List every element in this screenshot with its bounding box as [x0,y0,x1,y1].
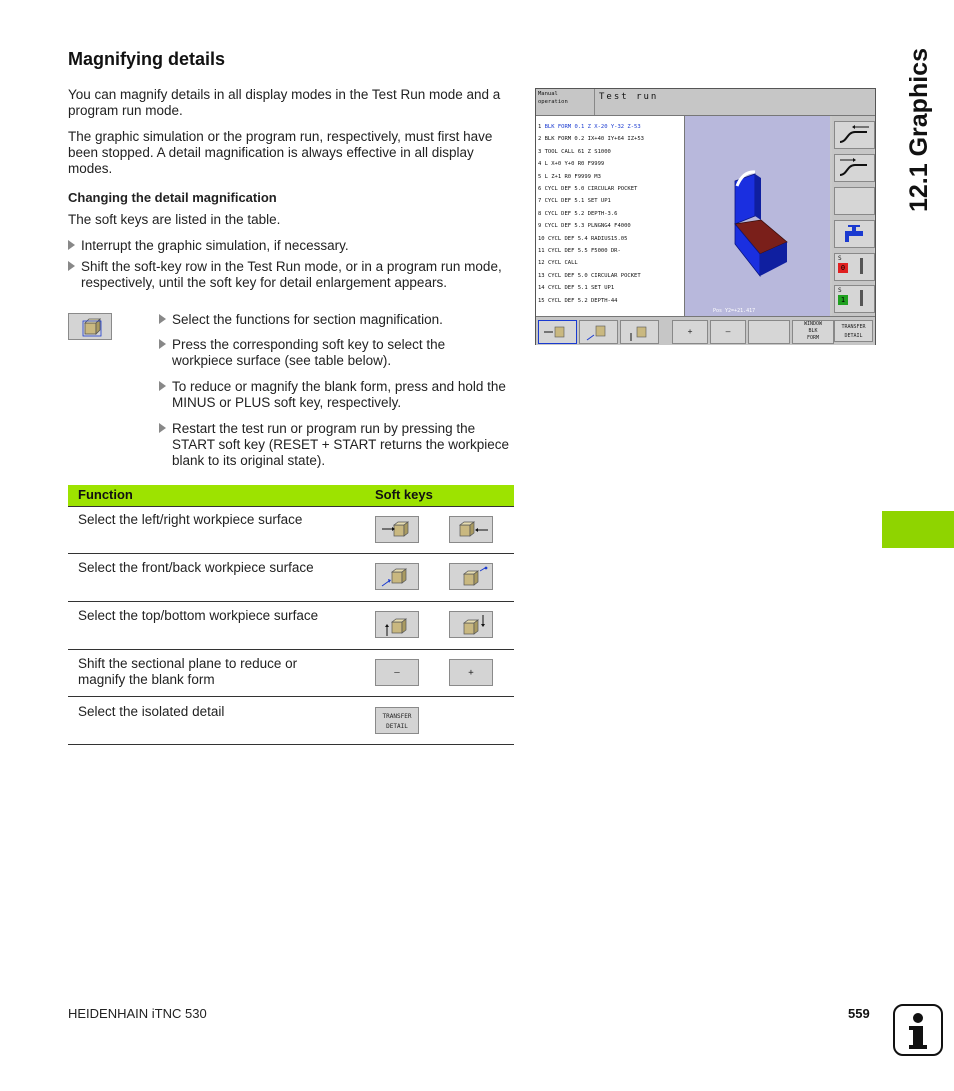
program-line[interactable] [538,295,644,307]
softkey-back-surface[interactable] [449,563,493,590]
program-line-number: 1 [538,124,545,130]
chapter-title-text: 12.1 Graphics [905,48,933,212]
softkey-bottom-surface[interactable] [449,611,493,638]
control-screenshot [535,88,876,345]
minus-label: – [394,668,400,678]
left-surface-icon [376,517,420,544]
program-line[interactable] [538,146,644,158]
program-line-number: 5 [538,173,545,180]
program-line[interactable] [538,282,644,294]
section-magnification-softkey[interactable] [68,313,112,340]
program-line-text: 0.1 Z X-20 Y-32 Z-53 [574,124,641,130]
bullet-arrow-icon [159,339,166,349]
program-line-number: 10 [538,235,548,242]
spindle-off-indicator: 0 [838,263,848,273]
row-function-top-bottom: Select the top/bottom workpiece surface [78,608,319,623]
vsoftkey-3[interactable] [834,187,875,215]
row-divider [68,649,514,650]
program-line-number: 7 [538,198,545,205]
bullet-arrow-icon [159,423,166,433]
program-line[interactable] [538,270,644,282]
mode-box [536,89,595,115]
program-line[interactable] [538,257,644,269]
row-divider [68,553,514,554]
step-restart: Restart the test run or program run by pressing the START soft key (RESET + START returns the workpiece blank to its original state). [159,421,509,469]
transfer-label-2: DETAIL [386,723,408,730]
chapter-tab-marker [882,511,954,548]
screen-softkey-front-surface[interactable] [579,320,618,344]
intro-paragraph-1: You can magnify details in all display modes in the Test Run mode and a program run mode. [68,87,501,118]
spindle-s-label: S [838,255,842,262]
row-divider [68,601,514,602]
screen-softkey-plus[interactable]: + [672,320,708,344]
plus-label: + [468,668,474,678]
program-line-text: CYCL DEF 5.2 DEPTH-3.6 [544,210,618,217]
softkey-left-surface[interactable] [375,516,419,543]
vsoftkey-1[interactable] [834,121,875,149]
program-line-text: CYCL DEF 5.1 SET UP1 [544,198,611,205]
subheading: Changing the detail magnification [68,190,277,205]
mode-line-2: operation [538,99,568,105]
screen-softkey-window-blk-form[interactable] [792,320,834,344]
coolant-tap-icon [835,221,874,247]
program-line[interactable] [538,195,644,207]
cube-detail-icon [69,314,113,341]
workpiece-graphic [685,116,830,316]
row-function-left-right: Select the left/right workpiece surface [78,512,303,527]
program-line-number: 15 [538,297,548,304]
transfer-label-1: TRANSFER [841,324,866,330]
screen-softkey-minus[interactable]: – [710,320,746,344]
program-line-number: 13 [538,272,548,279]
window-label-2: BLK [808,328,818,334]
program-line[interactable] [538,245,644,257]
spindle-icon [860,290,863,306]
bullet-arrow-icon [159,381,166,391]
screen-header [536,89,875,116]
program-line-number: 12 [538,260,548,267]
bullet-arrow-icon [68,240,75,250]
path-arrow-left-icon [835,122,874,148]
row-function-isolated-detail: Select the isolated detail [78,704,225,719]
page-number: 559 [848,1006,870,1021]
vsoftkey-2[interactable] [834,154,875,182]
info-icon [893,1004,943,1056]
vsoftkey-4[interactable] [834,220,875,248]
step-press-softkey: Press the corresponding soft key to select the workpiece surface (see table below). [159,337,509,369]
softkey-right-surface[interactable] [449,516,493,543]
row-function-front-back: Select the front/back workpiece surface [78,560,314,575]
position-status: Pos Y2=+21.417 [713,308,756,314]
path-arrow-right-icon [835,155,874,181]
softkey-minus[interactable] [375,659,419,686]
program-line-text: L Z+1 R0 F9999 M3 [544,173,601,180]
program-line-text: CYCL DEF 5.5 F5000 DR- [547,248,621,255]
program-line-number: 2 [538,136,545,143]
program-line[interactable] [538,183,644,195]
program-line-text: CYCL DEF 5.2 DEPTH-44 [547,297,618,304]
softkey-front-surface[interactable] [375,563,419,590]
vertical-softkeys [832,116,875,316]
program-line-highlight: BLK FORM [544,124,575,130]
bullet-arrow-icon [159,314,166,324]
top-surface-icon [621,321,658,343]
program-line[interactable] [538,220,644,232]
bottom-surface-icon [450,612,494,639]
back-surface-icon [450,564,494,591]
program-line[interactable] [538,171,644,183]
window-label-3: FORM [806,335,820,341]
chapter-side-title [880,40,950,220]
program-line[interactable] [538,121,644,133]
col-softkeys: Soft keys [375,487,433,502]
screen-softkey-top-surface[interactable] [620,320,659,344]
screen-softkey-left-surface[interactable] [538,320,577,344]
front-surface-icon [376,564,420,591]
col-function: Function [78,487,133,502]
table-note: The soft keys are listed in the table. [68,212,281,227]
program-line-text: CYCL DEF 5.0 CIRCULAR POCKET [547,272,641,279]
program-line-text: CYCL CALL [547,260,578,267]
program-line-number: 14 [538,285,548,292]
step-reduce-magnify: To reduce or magnify the blank form, press and hold the MINUS or PLUS soft key, respectively. [159,379,509,411]
footer-product: HEIDENHAIN iTNC 530 [68,1006,207,1021]
step-shift-softkey-row: Shift the soft-key row in the Test Run mode, or in a program run mode, respectively, until the soft key for detail enlargement appears. [68,259,508,291]
screen-softkey-empty[interactable] [748,320,790,344]
transfer-label-2: DETAIL [844,333,863,339]
program-line[interactable] [538,158,644,170]
top-surface-icon [376,612,420,639]
row-function-shift-plane: Shift the sectional plane to reduce or magnify the blank form [78,656,298,687]
section-heading: Magnifying details [68,49,226,69]
program-list [536,116,685,316]
program-line-text: BLK FORM 0.2 IX+40 IY+64 IZ+53 [544,136,644,143]
bottom-softkeys [536,316,875,345]
window-label-1: WINDOW [803,321,823,327]
mode-line-1: Manual [538,91,558,97]
row-divider [68,696,514,697]
program-line-text: CYCL DEF 5.1 SET UP1 [547,285,615,292]
intro-paragraph-2: The graphic simulation or the program run, respectively, must first have been stopped. A detail magnification is always effective in all display modes. [68,129,493,176]
spindle-s-label: S [838,287,842,294]
softkey-plus[interactable] [449,659,493,686]
program-line-text: TOOL CALL 61 Z S1000 [544,148,611,155]
right-surface-icon [450,517,494,544]
softkey-top-surface[interactable] [375,611,419,638]
front-surface-icon [580,321,617,343]
row-divider [68,744,514,745]
program-line[interactable] [538,208,644,220]
screen-title: Test run [599,92,659,102]
program-line-number: 11 [538,248,548,255]
vsoftkey-spindle-off[interactable] [834,253,875,281]
spindle-on-indicator: 1 [838,295,848,305]
spindle-icon [860,258,863,274]
bullet-arrow-icon [68,261,75,271]
vsoftkey-spindle-on[interactable] [834,285,875,313]
program-line-text: CYCL DEF 5.4 RADIUS15.05 [547,235,628,242]
program-line-text: L X+0 Y+0 R0 F9999 [544,161,605,168]
program-line[interactable] [538,133,644,145]
table-header [68,485,514,507]
program-line[interactable] [538,233,644,245]
transfer-label-1: TRANSFER [382,713,412,720]
screen-softkey-transfer-detail[interactable] [834,320,873,342]
program-line-text: CYCL DEF 5.0 CIRCULAR POCKET [544,186,638,193]
program-line-number: 9 [538,223,545,230]
program-line-number: 3 [538,148,545,155]
program-line-number: 6 [538,186,545,193]
program-line-number: 4 [538,161,545,168]
left-surface-icon [539,321,576,343]
softkey-transfer-detail[interactable] [375,707,419,734]
step-select-functions: Select the functions for section magnification. [159,312,509,328]
program-line-text: CYCL DEF 5.3 PLNGNG4 F4000 [544,223,631,230]
program-line-number: 8 [538,210,545,217]
step-interrupt: Interrupt the graphic simulation, if necessary. [68,238,508,254]
graphic-view [685,116,830,316]
